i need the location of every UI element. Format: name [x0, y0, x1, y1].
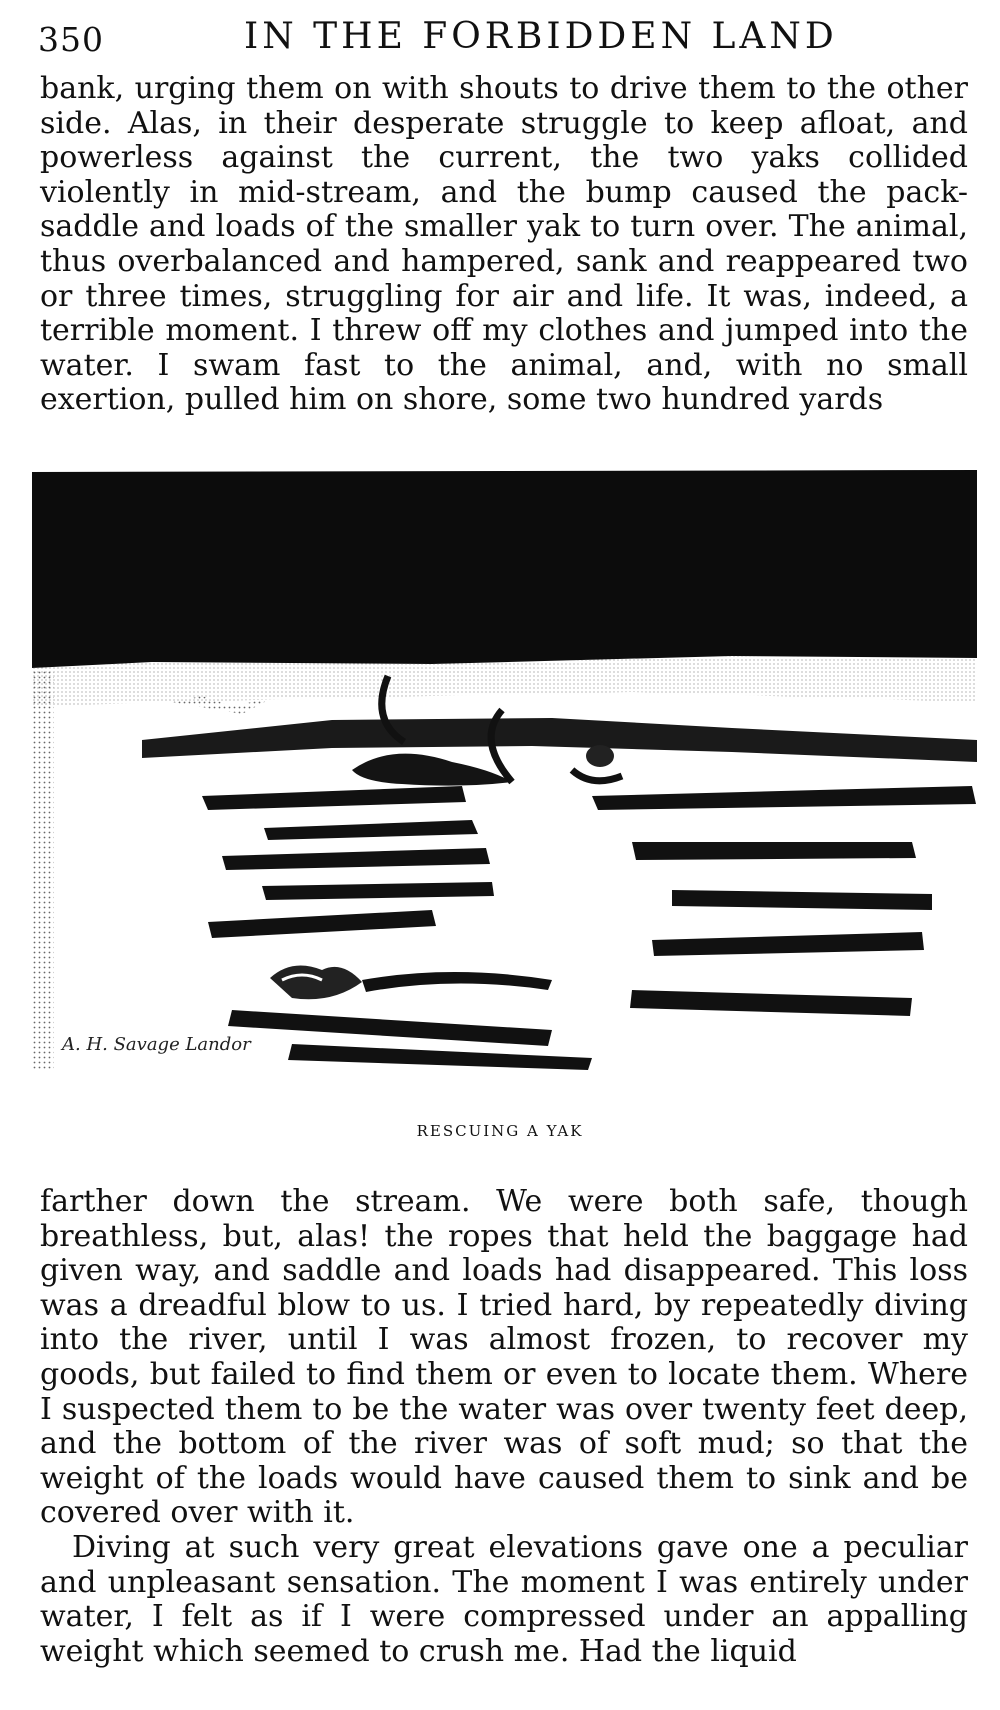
paragraph-continued: bank, urging them on with shouts to drive them to the other side. Alas, in their desperate struggle to keep afloat, and powerless against the current, the two yaks collided violently in mid-stream, and the bump caused the pack-saddle and loads of the smaller yak to turn over. The animal, thus overbalanced and hampered, sank and reappeared two or three times, struggling for air and life. It was, indeed, a terrible moment. I threw off my clothes and jumped into the water. I swam fast to the animal, and, with no small exertion, pulled him on shore, some two hundred yards: [40, 71, 968, 418]
page-header: [38, 14, 968, 64]
artist-signature: A. H. Savage Landor: [62, 1034, 251, 1055]
figure-caption: RESCUING A YAK: [416, 1122, 584, 1140]
illustration-figure: [32, 470, 982, 1080]
running-title: IN THE FORBIDDEN LAND: [244, 16, 838, 57]
dark-sky: [32, 470, 977, 668]
paragraph-2: Diving at such very great elevations gave one a peculiar and unpleasant sensation. The moment I was entirely under water, I felt as if I were compressed under an appalling weight which seemed to crush me. Had the liquid: [40, 1529, 968, 1669]
body-text-top: [40, 72, 968, 418]
left-edge-texture: [32, 670, 54, 1070]
page-number: 350: [38, 20, 104, 59]
swimmer-head: [586, 745, 614, 767]
body-text-bottom: [40, 1185, 968, 1669]
paragraph-1: farther down the stream. We were both safe, though breathless, but, alas! the ropes that held the baggage had given way, and saddle and loads had disappeared. This loss was a dreadful blow to us. I tried hard, by repeatedly diving into the river, until I was almost frozen, to recover my goods, but failed to find them or even to locate them. Where I suspected them to be the water was over twenty feet deep, and the bottom of the river was of soft mud; so that the weight of the loads would have caused them to sink and be covered over with it.: [40, 1184, 968, 1531]
yak-rescue-illustration: [32, 470, 982, 1080]
